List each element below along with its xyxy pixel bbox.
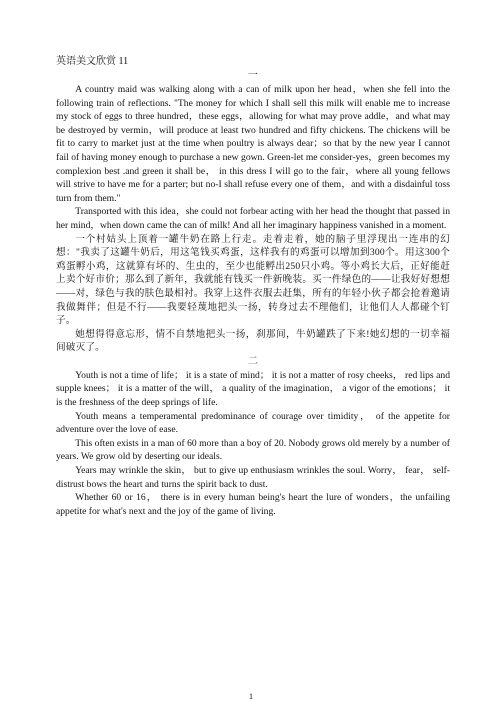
section-1-translation-1: 一个村姑头上顶着一罐牛奶在路上行走。走着走着，她的脑子里浮现出一连串的幻想："我卖了这罐牛奶后，用这笔钱买鸡蛋，这样我有的鸡蛋可以增加到300个。用这300个鸡蛋孵小鸡，这就算有坏的、生虫的，至少也能孵出250只小鸡。等小鸡长大后，正好能赶上卖个好市价；那么到了新年，我就能有钱买一件新晚装。买一件绿色的——让我好好想想——对，绿色与我的肤色最相衬。我穿上这件衣服去赶集，所有的年轻小伙子都会抢着邀请我做舞伴；但是不行——我要轻蔑地把头一扬，转身过去不理他们，让他们人人都碰个钉子。 — [56, 233, 450, 327]
section-2-paragraph-4: Years may wrinkle the skin， but to give up enthusiasm wrinkles the soul. Worry， fear， self-distrust bows the heart and turns the spirit back to dust. — [56, 465, 450, 490]
section-2-paragraph-3: This often exists in a man of 60 more than a boy of 20. Nobody grows old merely by a number of years. We grow old by deserting our ideals. — [56, 437, 450, 463]
page-number: 1 — [249, 692, 253, 701]
document-title: 英语美文欣赏 11 — [56, 56, 129, 67]
section-2-paragraph-1: Youth is not a time of life； it is a state of mind； it is not a matter of rosy cheeks， red lips and supple knees； it is a matter of the will， a quality of the imagination， a vigor of the emotions； it is the freshness of the deep springs of life. — [56, 369, 450, 409]
section-2-paragraph-5: Whether 60 or 16， there is in every human being's heart the lure of wonders，the unfailing appetite for what's next and the joy of the game of living. — [56, 492, 450, 517]
section-1-translation-2: 她想得得意忘形，情不自禁地把头一扬，刹那间，牛奶罐跌了下来!她幻想的一切幸福间破灭了。 — [56, 328, 450, 354]
section-2-marker: 二 — [248, 355, 258, 367]
section-1-marker: 一 — [248, 70, 258, 81]
section-1-paragraph-1: A country maid was walking along with a can of milk upon her head，when she fell into the following train of reflections. "The money for which I shall sell this milk will enable me to increase my stock of eggs to three hundred，these eggs，allowing for what may prove addle，and what may be destroyed by vermin，will produce at least two hundred and fifty chickens. The chickens will be fit to carry to market just at the time when poultry is always dear；so that by the new year I cannot fail of having money enough to purchase a new gown. Green-let me consider-yes，green becomes my complexion best .and green it shall be， in this dress I will go to the fair，where all young fellows will strive to have me for a parter; but no-I shall refuse every one of them，and with a disdainful toss turn from them." — [56, 84, 450, 204]
section-1-paragraph-2: Transported with this idea，she could not forbear acting with her head the thought that passed in her mind，when down came the can of milk! And all her imaginary happiness vanished in a moment. — [56, 206, 450, 231]
section-2-paragraph-2: Youth means a temperamental predominance of courage over timidity， of the appetite for adventure over the love of ease. — [56, 410, 450, 436]
